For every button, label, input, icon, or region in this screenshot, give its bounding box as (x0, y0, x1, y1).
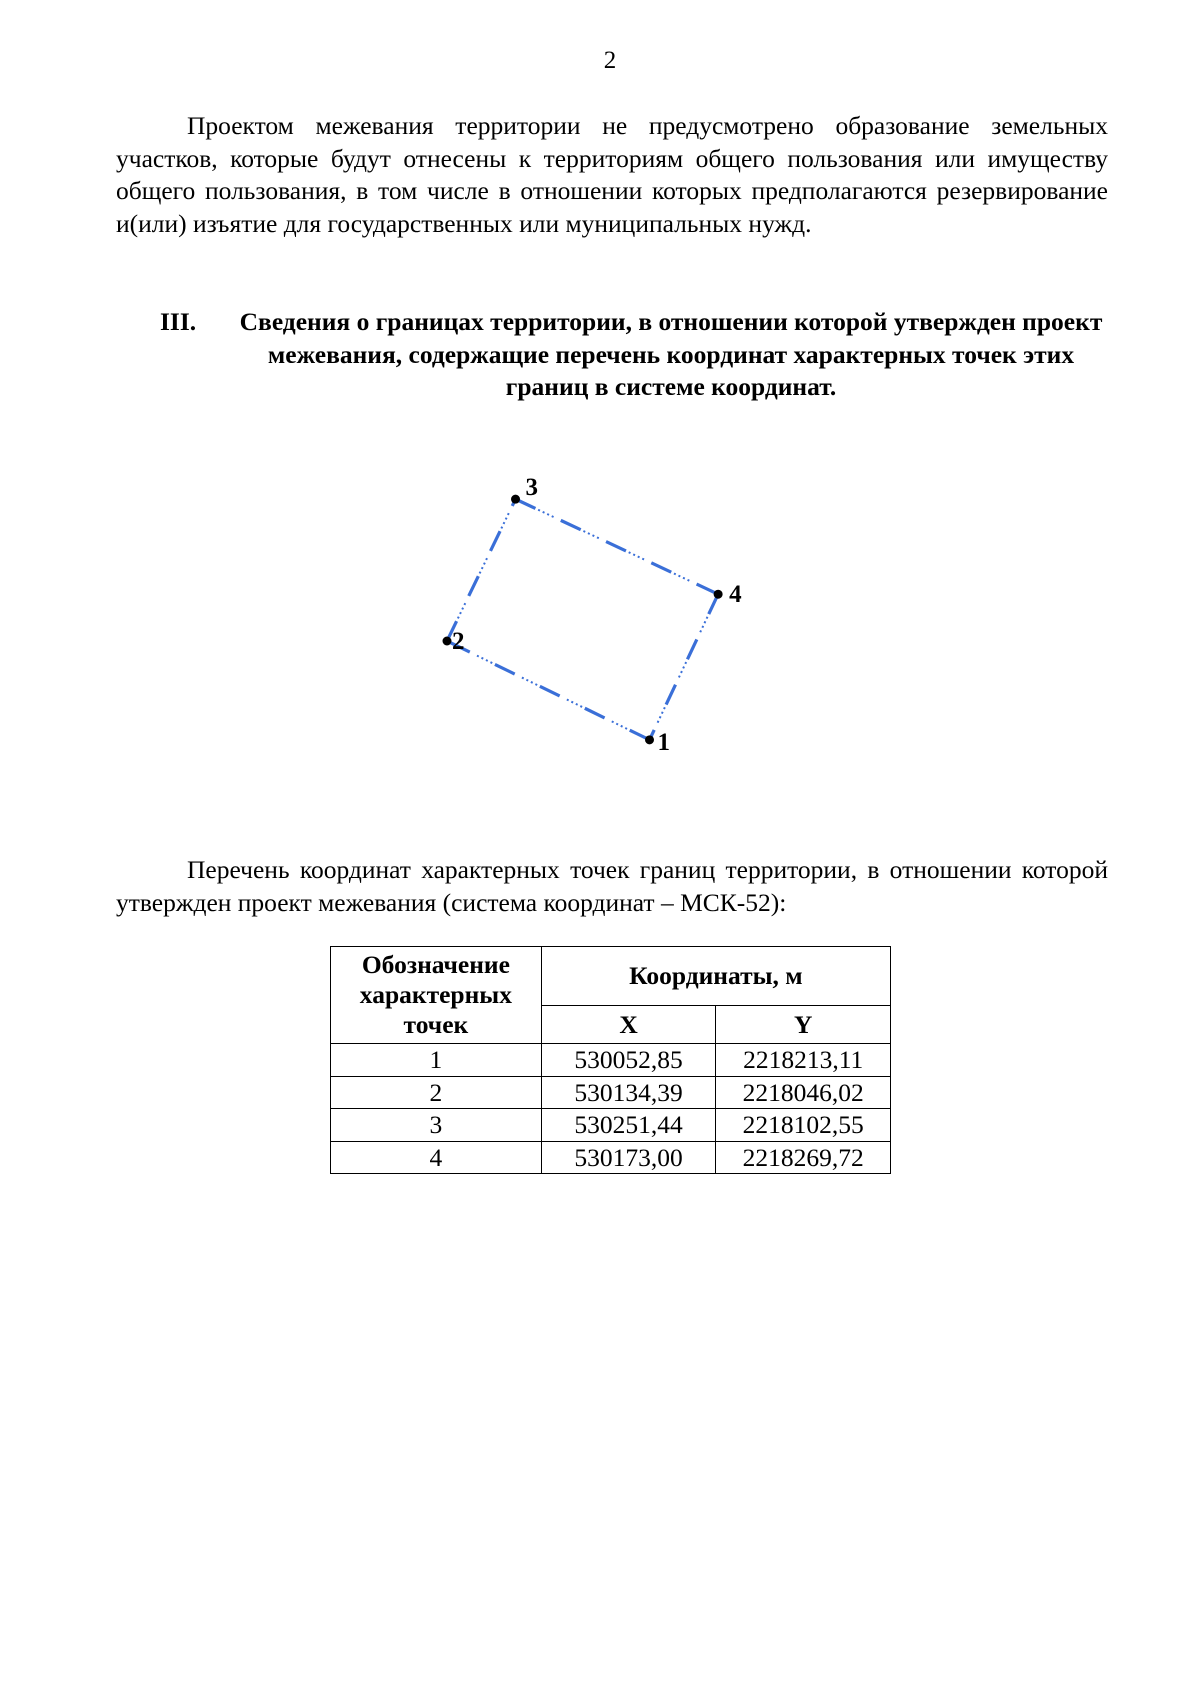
boundary-vertices (443, 495, 723, 745)
boundary-vertex (443, 637, 452, 646)
boundary-edge (447, 499, 516, 641)
coordinates-table (330, 946, 891, 1174)
point-label: 4 (331, 1141, 542, 1174)
coordinates-intro-paragraph: Перечень координат характерных точек границ территории, в отношении которой утвержден проект межевания (система координат – МСК-52): (116, 855, 1108, 917)
point-y: 2218046,02 (716, 1076, 891, 1109)
point-label: 1 (331, 1044, 542, 1077)
boundary-edge-dots (650, 594, 719, 740)
boundary-vertex (645, 735, 654, 744)
vertex-label: 3 (525, 474, 539, 502)
header-x: X (541, 1006, 716, 1044)
table-row (331, 1044, 891, 1077)
point-x: 530052,85 (541, 1044, 716, 1077)
boundary-vertex (714, 590, 723, 599)
point-label: 3 (331, 1109, 542, 1142)
boundary-edges (447, 499, 718, 740)
point-y: 2218213,11 (716, 1044, 891, 1077)
point-label: 2 (331, 1076, 542, 1109)
page-number: 2 (603, 47, 617, 74)
header-coordinates: Координаты, м (541, 947, 890, 1006)
vertex-label: 1 (657, 728, 671, 756)
vertex-label: 4 (729, 581, 742, 609)
table-row (331, 1141, 891, 1174)
boundary-edge-dots (447, 499, 516, 641)
section-number: III. (160, 307, 197, 336)
vertex-label: 2 (452, 628, 465, 655)
table-row (331, 1109, 891, 1142)
boundary-vertex (511, 495, 520, 504)
section-title: Сведения о границах территории, в отношении которой утвержден проект межевания, содержащие перечень координат характерных точек этих границ в системе координат. (239, 307, 1103, 401)
intro-paragraph: Проектом межевания территории не предусмотрено образование земельных участков, которые будут отнесены к территориям общего пользования или имуществу общего пользования, в том числе в отношении которых предполагаются резервирование и(или) изъятие для государственных или муниципальных нужд. (116, 111, 1108, 238)
point-x: 530134,39 (541, 1076, 716, 1109)
header-point-name: Обозначение характерных точек (331, 947, 542, 1044)
point-x: 530173,00 (541, 1141, 716, 1174)
point-y: 2218269,72 (716, 1141, 891, 1174)
table-row (331, 1076, 891, 1109)
point-y: 2218102,55 (716, 1109, 891, 1142)
point-x: 530251,44 (541, 1109, 716, 1142)
header-y: Y (716, 1006, 891, 1044)
